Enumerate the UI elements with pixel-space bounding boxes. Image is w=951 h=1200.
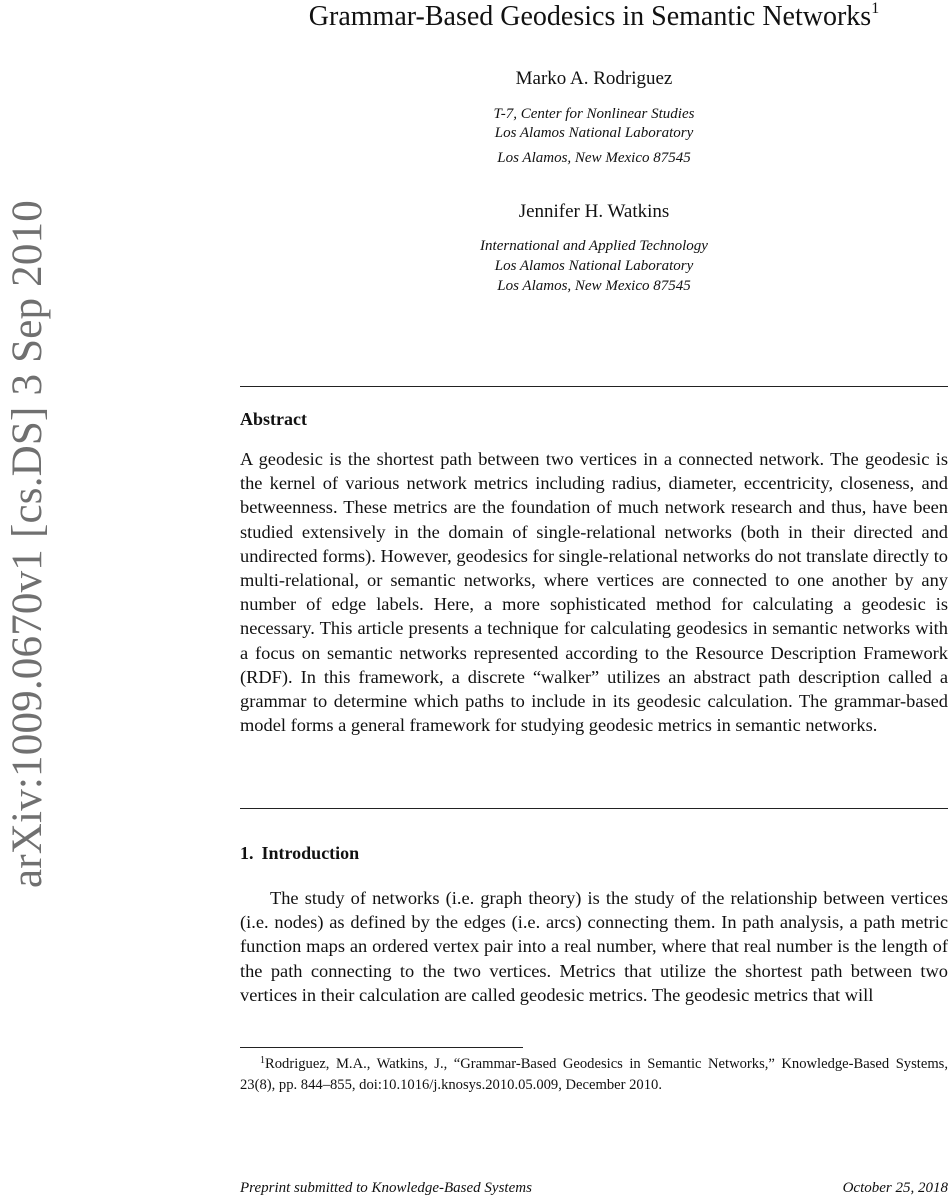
footer-preprint-note: Preprint submitted to Knowledge-Based Systems	[240, 1180, 532, 1196]
footnote	[240, 1054, 948, 1095]
footer-date: October 25, 2018	[842, 1180, 948, 1196]
abstract-heading: Abstract	[240, 409, 307, 429]
title-footnote-mark: 1	[871, 0, 880, 17]
footnote-mark: 1	[260, 1055, 265, 1066]
author-1-affiliation-line-2: Los Alamos National Laboratory	[494, 125, 694, 141]
abstract-text: A geodesic is the shortest path between two vertices in a connected network. The geodesic is the kernel of various network metrics including radius, diameter, eccentricity, closeness, and betweenness. These metrics are the foundation of much network research and thus, have been studied extensively in the domain of single-relational networks (both in their directed and undirected forms). However, geodesics for single-relational networks do not translate directly to multi-relational, or semantic networks, where vertices are connected to one another by any number of edge labels. Here, a more sophisticated method for calculating a geodesic is necessary. This article presents a technique for calculating geodesics in semantic networks with a focus on semantic networks represented according to the Resource Description Framework (RDF). In this framework, a discrete “walker” utilizes an abstract path description called a grammar to determine which paths to include in its geodesic calculation. The grammar-based model forms a general framework for studying geodesic metrics in semantic networks.	[240, 449, 948, 736]
author-name-1: Marko A. Rodriguez	[515, 68, 673, 89]
section-title: Introduction	[261, 843, 360, 863]
author-2-affiliation-line-3: Los Alamos, New Mexico 87545	[497, 278, 691, 294]
author-2-affiliation-line-2: Los Alamos National Laboratory	[494, 258, 694, 274]
paper-title	[240, 0, 948, 34]
introduction-text: The study of networks (i.e. graph theory) is the study of the relationship between vertices (i.e. nodes) as defined by the edges (i.e. arcs) connecting them. In path analysis, a path metric function maps an ordered vertex pair into a real number, where that real number is the length of the path connecting to the two vertices. Metrics that utilize the shortest path between two vertices in their calculation are called geodesic metrics. The geodesic metrics that will	[240, 888, 948, 1005]
author-1-affiliation-line-3: Los Alamos, New Mexico 87545	[497, 150, 691, 166]
footnote-text: Rodriguez, M.A., Watkins, J., “Grammar-Based Geodesics in Semantic Networks,” Knowledge-Based Systems, 23(8), pp. 844–855, doi:10.1016/j.knosys.2010.05.009, December 2010.	[240, 1056, 948, 1093]
arxiv-side-stamp: arXiv:1009.0670v1 [cs.DS] 3 Sep 2010	[4, 200, 51, 888]
author-2-affiliation-line-1: International and Applied Technology	[480, 238, 708, 254]
section-number: 1.	[240, 843, 254, 863]
footnote-rule	[240, 1047, 523, 1048]
abstract-top-rule	[240, 386, 948, 387]
abstract-bottom-rule	[240, 808, 948, 809]
author-name-2: Jennifer H. Watkins	[518, 201, 670, 222]
paper-title-text: Grammar-Based Geodesics in Semantic Networks	[308, 1, 872, 32]
introduction-heading	[240, 843, 359, 864]
author-1-affiliation-line-1: T-7, Center for Nonlinear Studies	[493, 106, 695, 122]
